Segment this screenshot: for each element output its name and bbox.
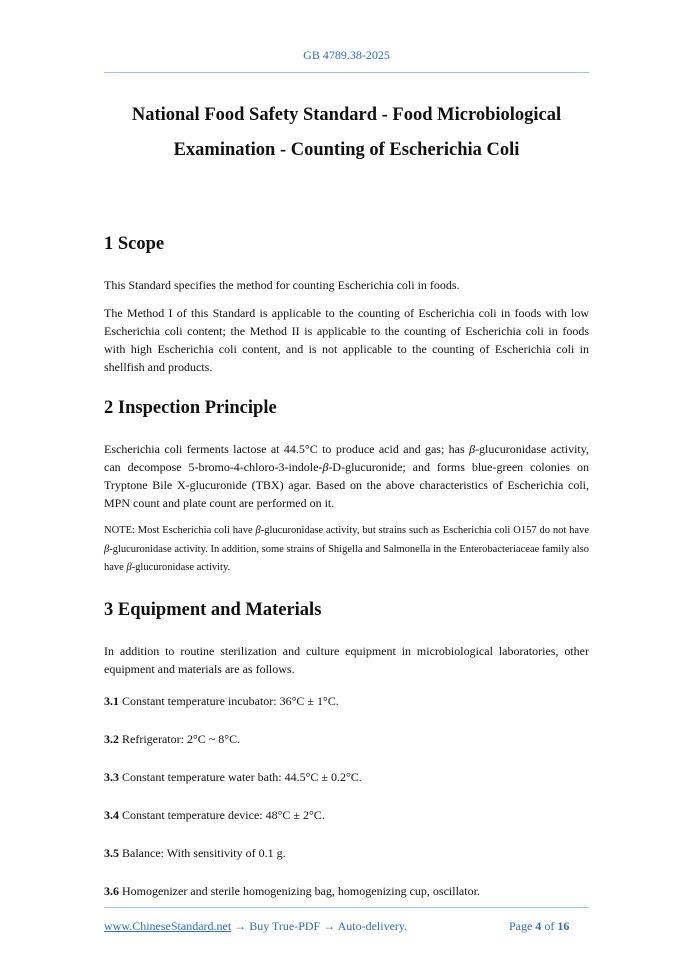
arrow-icon: → [234, 919, 247, 933]
title-line-2: Examination - Counting of Escherichia Coli [173, 140, 520, 160]
list-item: 3.4 Constant temperature device: 48°C ± 2°C. [104, 807, 325, 822]
page-total: 16 [557, 919, 570, 933]
section-heading-equipment: 3 Equipment and Materials [104, 599, 322, 620]
auto-delivery-text: Auto-delivery. [335, 919, 408, 933]
footer-divider [104, 907, 589, 908]
scope-paragraph-1: This Standard specifies the method for counting Escherichia coli in foods. [104, 278, 460, 292]
document-body [104, 232, 589, 900]
beta-symbol: β [104, 543, 110, 555]
list-item: 3.1 Constant temperature incubator: 36°C ± 1°C. [104, 693, 339, 708]
page-number: 4 [535, 919, 542, 933]
list-item: 3.2 Refrigerator: 2°C ~ 8°C. [104, 731, 241, 746]
footer-links [104, 919, 407, 934]
arrow-icon: → [323, 919, 336, 933]
principle-note: NOTE: Most Escherichia coli have β-glucuronidase activity, but strains such as Escherichia coli O157 do not have β-glucuronidase activity. In addition, some strains of Shigella and Salmonella in the Enterobacteriaceae family also have β-glucuronidase activity. [104, 525, 589, 573]
list-item: 3.6 Homogenizer and sterile homogenizing bag, homogenizing cup, oscillator. [104, 883, 480, 898]
section-heading-scope: 1 Scope [104, 234, 165, 254]
beta-symbol: β [255, 525, 261, 536]
header-divider [104, 72, 589, 73]
doc-id-header: GB 4789.38-2025 [303, 48, 390, 62]
site-link[interactable]: www.ChineseStandard.net [104, 919, 232, 933]
scope-paragraph-2: The Method I of this Standard is applicable to the counting of Escherichia coli in foods with low Escherichia coli content; the Method II is applicable to the counting of Escherichia coli in foods with high Escherichia coli content, and is not applicable to the counting of Escherichia coli in shellfish and products. [104, 306, 589, 374]
principle-paragraph: Escherichia coli ferments lactose at 44.5°C to produce acid and gas; has β-glucuronidase activity, can decompose 5-bromo-4-chloro-3-indole-β-D-glucuronide; and forms blue-green colonies on Tryptone Bile X-glucuronide (TBX) agar. Based on the above characteristics of Escherichia coli, MPN count and plate count are performed on it. [104, 442, 589, 510]
page-indicator: Page 4 of 16 [509, 919, 570, 933]
beta-symbol: β [322, 460, 329, 474]
title-line-1: National Food Safety Standard - Food Microbiological [131, 105, 562, 125]
list-item: 3.3 Constant temperature water bath: 44.5°C ± 0.2°C. [104, 769, 362, 784]
section-heading-principle: 2 Inspection Principle [104, 398, 277, 418]
page-title [104, 98, 589, 168]
beta-symbol: β [469, 442, 476, 456]
buy-link[interactable]: Buy True-PDF [246, 919, 324, 933]
equipment-intro: In addition to routine sterilization and culture equipment in microbiological laboratories, other equipment and materials are as follows. [104, 643, 589, 676]
list-item: 3.5 Balance: With sensitivity of 0.1 g. [104, 845, 286, 860]
beta-symbol: β [126, 562, 132, 573]
